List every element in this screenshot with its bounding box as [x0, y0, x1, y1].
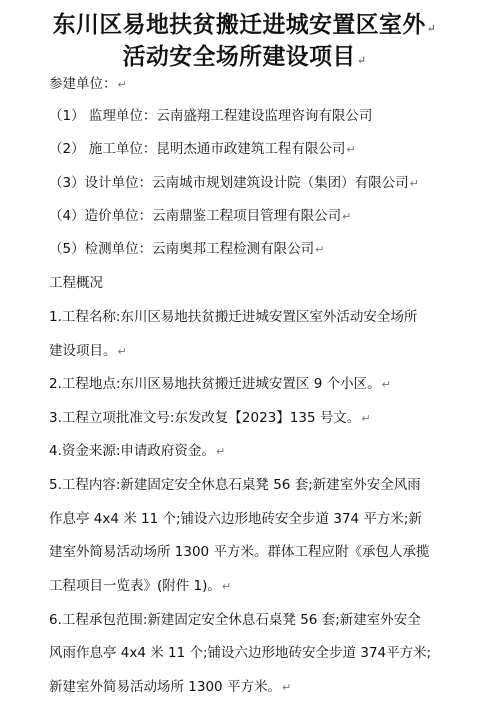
document-title-line-2: [2, 38, 487, 71]
overview-text: 2.工程地点:东川区易地扶贫搬迁进城安置区 9 个小区。: [49, 376, 381, 392]
participant-design: （3）设计单位：云南城市规划建筑设计院（集团）有限公司: [49, 175, 409, 191]
overview-text: 6.工程承包范围:新建固定安全休息石桌凳 56 套;新建室外安全: [49, 612, 421, 628]
paragraph-mark: ↵: [381, 378, 391, 391]
overview-text: 1.工程名称:东川区易地扶贫搬迁进城安置区室外活动安全场所: [49, 309, 418, 325]
overview-line: [49, 678, 291, 697]
overview-line: [49, 375, 391, 394]
overview-line: [49, 543, 429, 561]
overview-text: 工程项目一览表》(附件 1)。: [49, 578, 221, 594]
paragraph-mark: ↵: [342, 210, 352, 223]
overview-text: 建设项目。: [49, 343, 117, 359]
paragraph-mark: ↵: [361, 412, 371, 425]
overview-text: 5.工程内容:新建固定安全休息石桌凳 56 套;新建室外安全风雨: [49, 477, 421, 493]
title-text-2: 活动安全场所建设项目: [122, 43, 356, 70]
participant-cost: （4）造价单位：云南鼎鉴工程项目管理有限公司: [49, 208, 342, 224]
overview-text: 4.资金来源:申请政府资金。: [49, 443, 215, 459]
participant-item: [49, 140, 356, 159]
overview-text: 3.工程立项批准文号:东发改复【2023】135 号文。: [49, 410, 361, 426]
paragraph-mark: ↵: [315, 243, 325, 256]
paragraph-mark: ↵: [409, 177, 419, 190]
overview-line: [49, 577, 231, 596]
overview-line: [49, 476, 421, 494]
participant-testing: （5）检测单位：云南奥邦工程检测有限公司: [49, 241, 315, 257]
participant-item: [49, 240, 324, 259]
participant-item: [49, 107, 372, 125]
overview-text: 作息亭 4x4 米 11 个;铺设六边形地砖安全步道 374 平方米;新: [49, 511, 422, 527]
overview-text: 风雨作息亭 4x4 米 11 个;铺设六边形地砖安全步道 374平方米;: [49, 645, 432, 661]
paragraph-mark: ↵: [426, 22, 437, 35]
participant-construction: （2） 施工单位：昆明杰通市政建筑工程有限公司: [49, 141, 346, 157]
overview-text: 建室外简易活动场所 1300 平方米。群体工程应附《承包人承揽: [49, 544, 430, 560]
overview-line: [49, 342, 127, 361]
participant-supervision: （1） 监理单位：云南盛翔工程建设监理咨询有限公司: [49, 108, 373, 124]
paragraph-mark: ↵: [281, 681, 292, 694]
overview-line: [49, 644, 431, 662]
overview-line: [49, 442, 225, 461]
paragraph-mark: ↵: [346, 143, 356, 156]
title-text-1: 东川区易地扶贫搬迁进城安置区室外: [52, 11, 426, 38]
overview-line: [49, 308, 417, 326]
document-title-line-1: [2, 6, 487, 39]
participants-heading-text: 参建单位：: [49, 76, 117, 92]
overview-heading-text: 工程概况: [49, 275, 103, 291]
overview-heading: [49, 274, 103, 292]
overview-text: 新建室外简易活动场所 1300 平方米。: [49, 679, 281, 695]
paragraph-mark: ↵: [356, 54, 367, 67]
participant-item: [49, 174, 419, 193]
participant-item: [49, 207, 351, 226]
participants-heading: [49, 75, 127, 94]
paragraph-mark: ↵: [215, 445, 226, 458]
paragraph-mark: ↵: [117, 345, 127, 358]
paragraph-mark: ↵: [117, 78, 127, 91]
overview-line: [49, 409, 371, 428]
overview-line: [49, 510, 422, 528]
paragraph-mark: ↵: [221, 580, 232, 593]
overview-line: [49, 611, 421, 629]
